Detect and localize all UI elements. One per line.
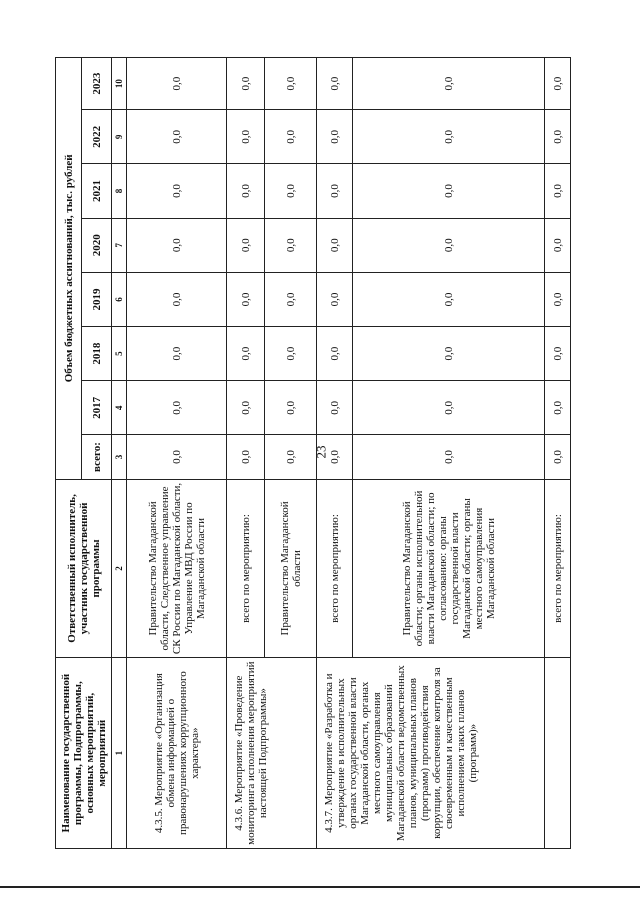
measure-name: 4.3.6. Мероприятие «Проведение мониторинга исполнения мероприятий настоящей Подпрограммы» <box>227 658 317 849</box>
value-cell: 0,0 <box>127 381 227 435</box>
table-row <box>127 58 227 849</box>
value-cell: 0,0 <box>545 218 571 272</box>
value-cell: 0,0 <box>353 381 545 435</box>
value-cell: 0,0 <box>227 164 265 218</box>
header-year: 2019 <box>82 272 112 326</box>
measure-name: 4.3.7. Мероприятие «Разработка и утверждение в исполнительных органах государственной власти Магаданской области, органах местного самоуправления муниципальных образований Магаданской области ведомственных планов, муниципальных планов (программ) противодействия коррупции, обеспечение контроля за своевременным и качественным исполнением таких планов (программ)» <box>317 658 545 849</box>
value-cell: 0,0 <box>353 218 545 272</box>
value-cell: 0,0 <box>317 381 353 435</box>
value-cell: 0,0 <box>227 110 265 164</box>
header-year: 2020 <box>82 218 112 272</box>
index-cell: 6 <box>112 272 127 326</box>
value-cell: 0,0 <box>127 110 227 164</box>
page-bottom-rule <box>0 886 640 888</box>
index-row <box>112 58 127 849</box>
value-cell: 0,0 <box>265 164 317 218</box>
index-cell: 4 <box>112 381 127 435</box>
value-cell: 0,0 <box>317 58 353 110</box>
index-cell: 5 <box>112 327 127 381</box>
value-cell: 0,0 <box>227 58 265 110</box>
executor-cell: всего по мероприятию: <box>545 479 571 658</box>
header-total: всего: <box>82 435 112 479</box>
value-cell: 0,0 <box>545 381 571 435</box>
table-row <box>227 58 265 849</box>
index-cell: 8 <box>112 164 127 218</box>
value-cell: 0,0 <box>317 327 353 381</box>
value-cell: 0,0 <box>317 435 353 479</box>
value-cell: 0,0 <box>353 327 545 381</box>
value-cell: 0,0 <box>545 110 571 164</box>
budget-table-rotated <box>55 57 583 849</box>
value-cell: 0,0 <box>545 272 571 326</box>
header-year: 2023 <box>82 58 112 110</box>
budget-table <box>55 57 571 849</box>
value-cell: 0,0 <box>127 58 227 110</box>
value-cell: 0,0 <box>317 218 353 272</box>
index-cell: 2 <box>112 479 127 658</box>
value-cell: 0,0 <box>127 218 227 272</box>
header-executor: Ответственный исполнитель, участник государственной программы <box>56 479 112 658</box>
value-cell: 0,0 <box>353 110 545 164</box>
value-cell: 0,0 <box>127 435 227 479</box>
value-cell: 0,0 <box>265 218 317 272</box>
executor-cell: всего по мероприятию: <box>227 479 265 658</box>
index-cell: 3 <box>112 435 127 479</box>
value-cell: 0,0 <box>127 272 227 326</box>
index-cell: 10 <box>112 58 127 110</box>
value-cell: 0,0 <box>227 272 265 326</box>
value-cell: 0,0 <box>353 272 545 326</box>
value-cell: 0,0 <box>545 327 571 381</box>
value-cell: 0,0 <box>127 327 227 381</box>
header-year: 2018 <box>82 327 112 381</box>
executor-cell: всего по мероприятию: <box>317 479 353 658</box>
index-cell: 9 <box>112 110 127 164</box>
value-cell: 0,0 <box>227 218 265 272</box>
header-year: 2017 <box>82 381 112 435</box>
value-cell: 0,0 <box>265 110 317 164</box>
value-cell: 0,0 <box>227 327 265 381</box>
value-cell: 0,0 <box>353 58 545 110</box>
header-row <box>56 58 82 849</box>
value-cell: 0,0 <box>353 164 545 218</box>
value-cell: 0,0 <box>265 435 317 479</box>
index-cell: 1 <box>112 658 127 849</box>
value-cell: 0,0 <box>545 435 571 479</box>
value-cell: 0,0 <box>227 381 265 435</box>
value-cell: 0,0 <box>265 58 317 110</box>
table-row <box>545 58 571 849</box>
value-cell: 0,0 <box>317 272 353 326</box>
value-cell: 0,0 <box>265 381 317 435</box>
value-cell: 0,0 <box>265 272 317 326</box>
value-cell: 0,0 <box>353 435 545 479</box>
header-year: 2021 <box>82 164 112 218</box>
value-cell: 0,0 <box>545 58 571 110</box>
value-cell: 0,0 <box>127 164 227 218</box>
header-name: Наименование государственной программы, Подпрограммы, основных мероприятий, мероприятий <box>56 658 112 849</box>
value-cell: 0,0 <box>265 327 317 381</box>
value-cell: 0,0 <box>545 164 571 218</box>
page-number: 23 <box>313 445 328 459</box>
header-year: 2022 <box>82 110 112 164</box>
value-cell: 0,0 <box>317 110 353 164</box>
measure-name <box>545 658 571 849</box>
index-cell: 7 <box>112 218 127 272</box>
header-budget-group: Объем бюджетных ассигнований, тыс. рублей <box>56 58 82 480</box>
executor-cell: Правительство Магаданской области <box>265 479 317 658</box>
value-cell: 0,0 <box>317 164 353 218</box>
table-row <box>317 58 353 849</box>
measure-name: 4.3.5. Мероприятие «Организация обмена информацией о правонарушениях коррупционного характера» <box>127 658 227 849</box>
executor-cell: Правительство Магаданской области, Следственное управление СК России по Магаданской области, Управление МВД России по Магаданской области <box>127 479 227 658</box>
value-cell: 0,0 <box>227 435 265 479</box>
executor-cell: Правительство Магаданской области; органы исполнительной власти Магаданской области; по согласованию: органы государственной власти Магаданской области; органы местного самоуправления Магаданской области <box>353 479 545 658</box>
